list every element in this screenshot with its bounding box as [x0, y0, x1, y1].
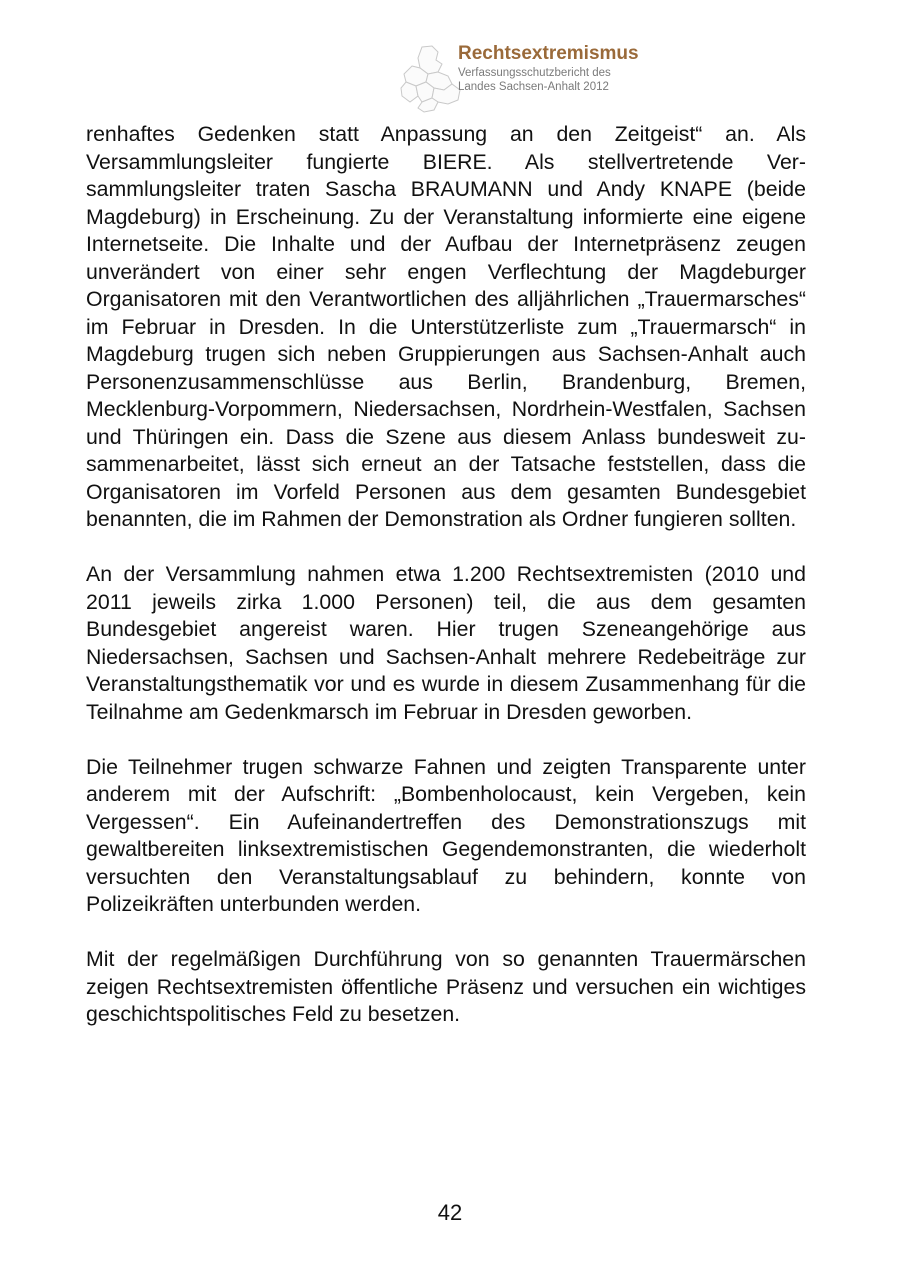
body-text	[86, 121, 806, 1056]
page-header	[398, 42, 718, 114]
paragraph: Mit der regelmäßigen Durchführung von so genannten Trauermärschen zeigen Rechtsextremisten öffentliche Präsenz und versuchen ein wichtiges geschichtspolitisches Feld zu besetzen.	[86, 947, 806, 1026]
paragraph: renhaftes Gedenken statt Anpassung an den Zeitgeist“ an. Als Versammlungsleiter fungierte BIERE. Als stellvertretende Versammlungsleiter traten Sascha BRAUMANN und Andy KNAPE (beide Magdeburg) in Erscheinung. Zu der Veranstaltung informierte eine eigene Internetseite. Die Inhalte und der Aufbau der Internetpräsenz zeugen unverändert von einer sehr engen Verflechtung der Magdeburger Organisatoren mit den Verantwortlichen des alljährlichen „Trauermarsches“ im Februar in Dresden. In die Unterstützerliste zum „Trauermarsch“ in Magdeburg trugen sich neben Gruppierungen aus Sachsen-Anhalt auch Personenzusammenschlüsse aus Berlin, Brandenburg, Bremen, Mecklenburg-Vorpommern, Niedersachsen, Nordrhein-Westfalen, Sachsen und Thüringen ein. Dass die Szene aus diesem Anlass bundesweit zusammenarbeitet, lässt sich erneut an der Tatsache feststellen, dass die Organisatoren im Vorfeld Personen aus dem gesamten Bundesgebiet benannten, die im Rahmen der Demonstration als Ordner fungieren sollten.	[86, 122, 806, 531]
report-subtitle-line-1: Verfassungsschutzbericht des	[458, 67, 611, 79]
header-text-block	[458, 42, 639, 94]
paragraph: Die Teilnehmer trugen schwarze Fahnen und zeigten Transparente unter anderem mit der Aufschrift: „Bombenholocaust, kein Vergeben, kein Vergessen“. Ein Aufeinandertreffen des Demonstrationszugs mit gewaltbereiten linksextremistischen Gegendemonstranten, die wiederholt versuchten den Veranstaltungsablauf zu behindern, konnte von Polizeikräften unterbunden werden.	[86, 754, 806, 916]
page-number: 42	[437, 1200, 463, 1225]
paragraph: An der Versammlung nahmen etwa 1.200 Rechtsextremisten (2010 und 2011 jeweils zirka 1.000 Personen) teil, die aus dem gesamten Bundesgebiet angereist waren. Hier trugen Szeneangehörige aus Niedersachsen, Sachsen und Sachsen-Anhalt mehrere Redebeiträge zur Veranstaltungsthematik vor und es wurde in diesem Zusammenhang für die Teilnahme am Gedenkmarsch im Februar in Dresden geworben.	[86, 562, 806, 724]
state-map-outline-icon	[398, 44, 464, 114]
report-section-title: Rechtsextremismus	[458, 43, 639, 64]
report-subtitle-line-2: Landes Sachsen-Anhalt 2012	[458, 81, 609, 93]
